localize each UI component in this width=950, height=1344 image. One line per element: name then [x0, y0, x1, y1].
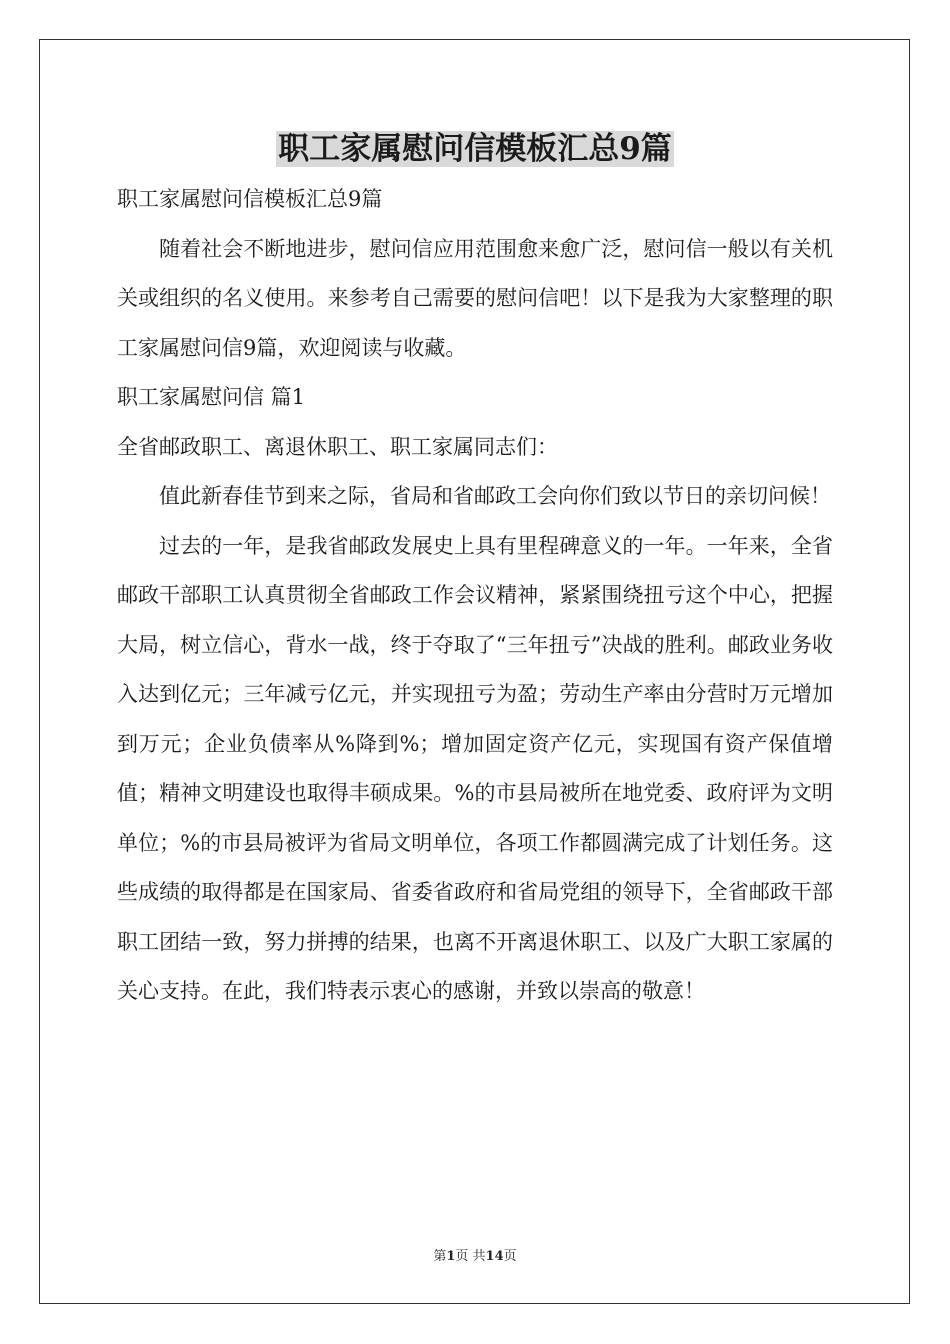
section-heading: 职工家属慰问信 篇1 [117, 385, 306, 409]
greeting-paragraph: 值此新春佳节到来之际，省局和省邮政工会向你们致以节日的亲切问候！ [159, 484, 831, 508]
page-total: 14 [485, 1249, 504, 1264]
document-title-text: 职工家属慰问信模板汇总9篇 [278, 131, 672, 167]
page-mid: 页 共 [455, 1249, 486, 1264]
page-suffix: 页 [503, 1249, 517, 1264]
salutation: 全省邮政职工、离退休职工、职工家属同志们： [117, 434, 558, 459]
page-prefix: 第 [433, 1249, 447, 1264]
body-paragraph: 过去的一年，是我省邮政发展史上具有里程碑意义的一年。一年来，全省邮政干部职工认真贯彻全省邮政工作会议精神，紧紧围绕扭亏这个中心，把握大局，树立信心，背水一战，终于夺取了“三年扭亏”决战的胜利。邮政业务收入达到亿元；三年减亏亿元，并实现扭亏为盈；劳动生产率由分营时万元增加到万元；企业负债率从%降到%；增加固定资产亿元，实现国有资产保值增值；精神文明建设也取得丰硕成果。%的市县局被所在地党委、政府评为文明单位；%的市县局被评为省局文明单位，各项工作都圆满完成了计划任务。这些成绩的取得都是在国家局、省委省政府和省局党组的领导下，全省邮政干部职工团结一致，努力拼搏的结果，也离不开离退休职工、以及广大职工家属的关心支持。在此，我们特表示衷心的感谢，并致以崇高的敬意！ [117, 533, 833, 1003]
page-footer [0, 1245, 950, 1264]
document-title [0, 127, 950, 171]
document-body [117, 175, 833, 1017]
document-subtitle: 职工家属慰问信模板汇总9篇 [117, 187, 383, 211]
intro-paragraph: 随着社会不断地进步，慰问信应用范围愈来愈广泛，慰问信一般以有关机关或组织的名义使用。来参考自己需要的慰问信吧！以下是我为大家整理的职工家属慰问信9篇，欢迎阅读与收藏。 [117, 236, 833, 360]
page-current: 1 [446, 1249, 456, 1264]
